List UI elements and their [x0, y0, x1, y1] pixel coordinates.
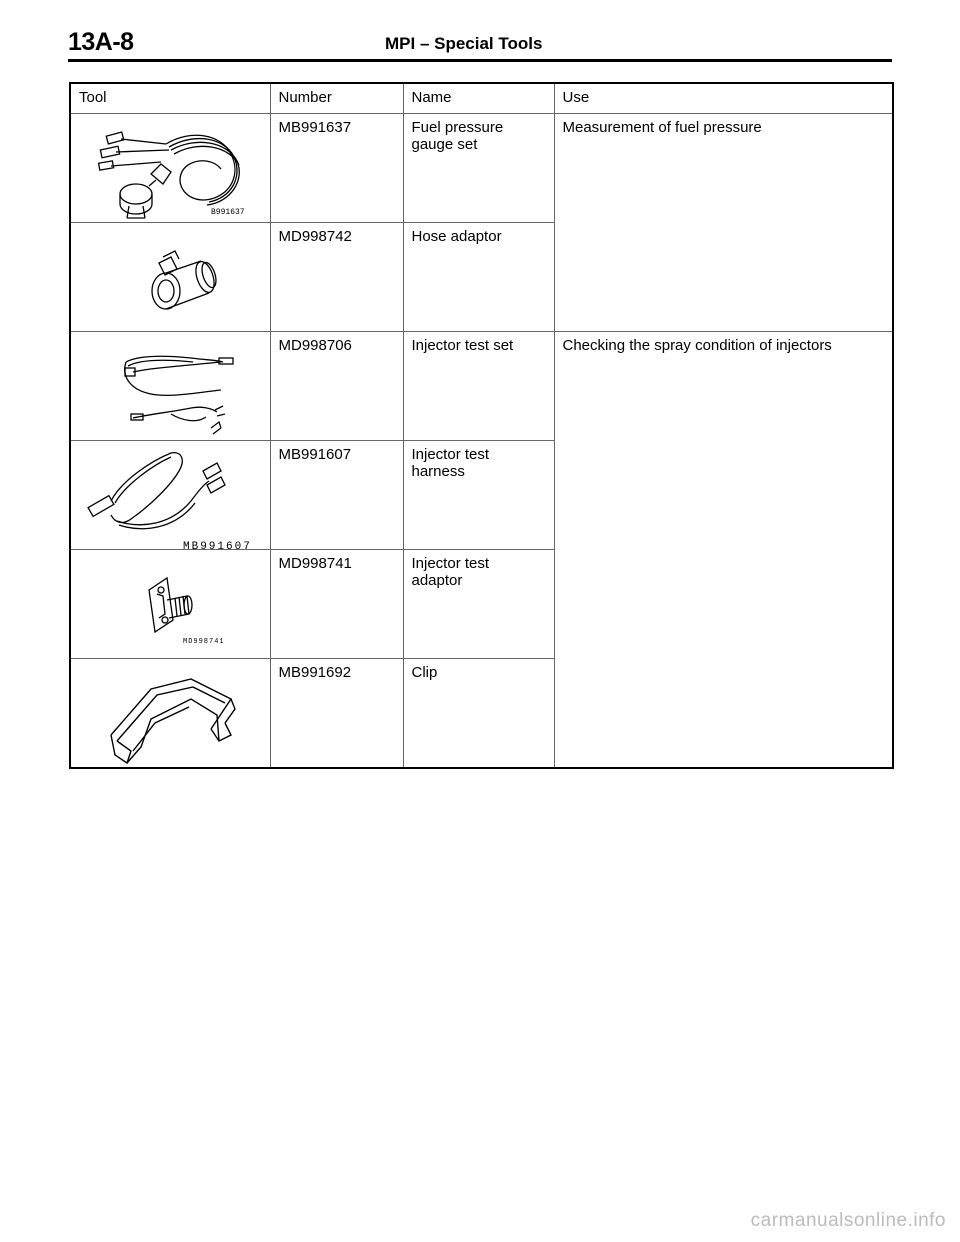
tool-number: MD998742: [270, 223, 403, 332]
table-header-row: [70, 83, 893, 114]
column-header-name: Name: [403, 83, 554, 114]
page-number: 13A-8: [68, 28, 134, 56]
hose-adaptor-icon: [71, 223, 271, 337]
tool-image-cell: [70, 223, 270, 332]
tool-name: Clip: [403, 659, 554, 769]
section-title: MPI – Special Tools: [385, 34, 543, 53]
tool-name: Injector test adaptor: [403, 550, 554, 659]
tool-image-cell: [70, 332, 270, 441]
tool-name: Injector test harness: [403, 441, 554, 550]
header-rule: [68, 59, 892, 62]
watermark: carmanualsonline.info: [750, 1210, 946, 1231]
column-header-number: Number: [270, 83, 403, 114]
clip-icon: [71, 659, 271, 773]
tool-number: MB991692: [270, 659, 403, 769]
injector-test-set-icon: [71, 332, 271, 446]
tool-image-cell: [70, 550, 270, 659]
fuel-pressure-gauge-icon: [71, 114, 271, 228]
special-tools-table: [69, 82, 894, 769]
table-row: [70, 332, 893, 441]
tool-image-label: MD998741: [183, 638, 225, 646]
injector-test-harness-icon: [71, 441, 271, 555]
tool-use: Measurement of fuel pressure: [554, 114, 893, 332]
tool-image-cell: [70, 659, 270, 769]
tool-use: Checking the spray condition of injectors: [554, 332, 893, 769]
tool-image-label: MB991607: [183, 541, 252, 553]
tool-number: MD998741: [270, 550, 403, 659]
tool-image-cell: [70, 441, 270, 553]
tool-number: MB991637: [270, 114, 403, 223]
tool-name: Hose adaptor: [403, 223, 554, 332]
tool-name: Injector test set: [403, 332, 554, 441]
injector-test-adaptor-icon: [71, 550, 271, 664]
column-header-tool: Tool: [70, 83, 270, 114]
tool-number: MD998706: [270, 332, 403, 441]
tool-image-label: B991637: [211, 208, 245, 217]
tool-name: Fuel pressure gauge set: [403, 114, 554, 223]
tool-number: MB991607: [270, 441, 403, 550]
tool-image-cell: [70, 114, 270, 223]
table-row: [70, 114, 893, 223]
column-header-use: Use: [554, 83, 893, 114]
